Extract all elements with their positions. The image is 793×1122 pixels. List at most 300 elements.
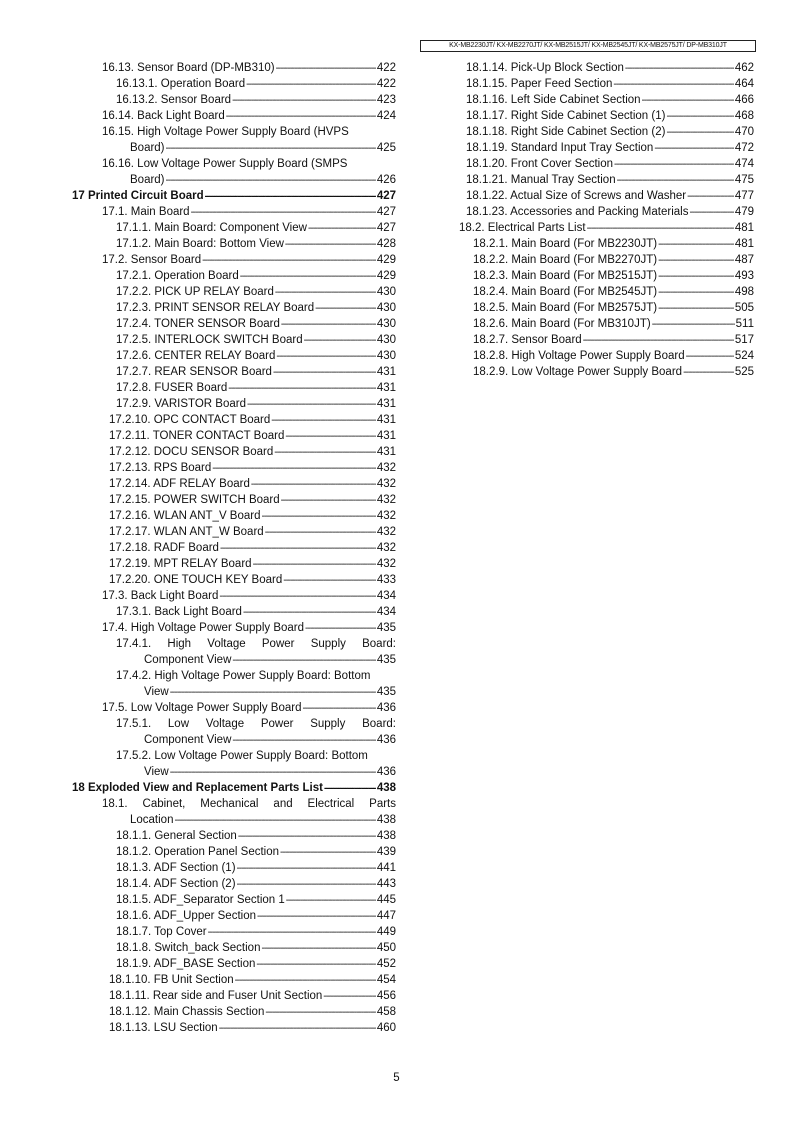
toc-leader-dots [286, 893, 376, 909]
toc-entry[interactable] [72, 412, 396, 428]
toc-entry-title: 16.13.2. Sensor Board [116, 94, 232, 106]
toc-entry-title: 18.1.20. Front Cover Section [466, 158, 614, 170]
toc-entry-title: 17.2.8. FUSER Board [116, 382, 228, 394]
toc-entry-title: 17.2.12. DOCU SENSOR Board [109, 446, 274, 458]
toc-entry-title: 17.2.14. ADF RELAY Board [109, 478, 250, 490]
toc-entry-title: 17.4.2. High Voltage Power Supply Board: Bottom [116, 670, 371, 682]
toc-entry[interactable] [72, 476, 396, 492]
toc-leader-dots [262, 509, 376, 525]
toc-leader-dots [689, 205, 733, 221]
toc-leader-dots [191, 205, 376, 221]
toc-entry-page: 429 [376, 254, 396, 266]
toc-entry[interactable] [72, 492, 396, 508]
toc-entry-page: 449 [376, 926, 396, 938]
toc-entry-title: 18.1.10. FB Unit Section [109, 974, 234, 986]
toc-leader-dots [251, 477, 376, 493]
toc-entry-page: 481 [734, 238, 754, 250]
toc-entry[interactable] [72, 92, 396, 108]
toc-leader-dots [302, 701, 375, 717]
toc-entry[interactable] [450, 220, 754, 236]
toc-entry[interactable] [72, 236, 396, 252]
toc-entry[interactable] [72, 252, 396, 268]
toc-entry-page: 432 [376, 526, 396, 538]
toc-entry-title: 17.2.20. ONE TOUCH KEY Board [109, 574, 283, 586]
toc-entry-title: 18.2.1. Main Board (For MB2230JT) [473, 238, 658, 250]
toc-entry-title: 17.2.9. VARISTOR Board [116, 398, 246, 410]
toc-entry-title: Component View [144, 734, 232, 746]
toc-entry-title: 16.13. Sensor Board (DP-MB310) [102, 62, 275, 74]
toc-leader-dots [220, 541, 376, 557]
toc-entry-page: 435 [376, 622, 396, 634]
toc-entry[interactable] [72, 764, 396, 780]
toc-leader-dots [666, 125, 733, 141]
toc-entry-page: 431 [376, 430, 396, 442]
toc-entry[interactable] [72, 700, 396, 716]
toc-entry[interactable] [450, 156, 754, 172]
toc-leader-dots [281, 493, 376, 509]
toc-leader-dots [666, 109, 733, 125]
toc-leader-dots [237, 861, 376, 877]
toc-entry[interactable] [72, 684, 396, 700]
toc-entry[interactable] [72, 444, 396, 460]
toc-entry-page: 466 [734, 94, 754, 106]
toc-right-column [450, 60, 754, 380]
toc-left-column [72, 60, 396, 1036]
toc-entry[interactable] [72, 828, 396, 844]
toc-entry[interactable] [72, 124, 396, 140]
toc-entry-page: 517 [734, 334, 754, 346]
toc-entry[interactable] [72, 108, 396, 124]
toc-entry-title: 17.2.19. MPT RELAY Board [109, 558, 252, 570]
toc-leader-dots [587, 221, 734, 237]
toc-leader-dots [226, 109, 376, 125]
toc-entry-title: 18.1.5. ADF_Separator Section 1 [116, 894, 285, 906]
toc-entry[interactable] [72, 908, 396, 924]
toc-entry[interactable] [450, 140, 754, 156]
toc-entry-title: 18.1.9. ADF_BASE Section [116, 958, 256, 970]
toc-entry-page: 443 [376, 878, 396, 890]
toc-entry[interactable] [450, 188, 754, 204]
toc-entry[interactable] [72, 60, 396, 76]
toc-entry-page: 498 [734, 286, 754, 298]
toc-entry[interactable] [450, 316, 754, 332]
toc-leader-dots [166, 173, 376, 189]
toc-entry-title: 18.1.6. ADF_Upper Section [116, 910, 256, 922]
toc-entry-page: 430 [376, 318, 396, 330]
toc-entry-page: 441 [376, 862, 396, 874]
toc-entry-page: 487 [734, 254, 754, 266]
toc-leader-dots [658, 285, 734, 301]
toc-leader-dots [271, 413, 376, 429]
toc-entry-page: 462 [734, 62, 754, 74]
toc-entry[interactable] [72, 556, 396, 572]
toc-entry[interactable] [72, 588, 396, 604]
toc-entry-title: 17.3. Back Light Board [102, 590, 219, 602]
toc-entry-page: 456 [376, 990, 396, 1002]
toc-entry-title: 17.2.1. Operation Board [116, 270, 239, 282]
toc-leader-dots [276, 349, 375, 365]
toc-entry-title: 18.1.23. Accessories and Packing Materials [466, 206, 689, 218]
toc-entry-page: 493 [734, 270, 754, 282]
toc-entry[interactable] [72, 924, 396, 940]
toc-entry-title: 17.1.2. Main Board: Bottom View [116, 238, 284, 250]
toc-entry-title: 18.2.3. Main Board (For MB2515JT) [473, 270, 658, 282]
toc-leader-dots [305, 621, 376, 637]
toc-entry[interactable] [72, 348, 396, 364]
toc-leader-dots [232, 93, 376, 109]
toc-entry-page: 470 [734, 126, 754, 138]
toc-leader-dots [323, 989, 376, 1005]
toc-entry-title: 17.2. Sensor Board [102, 254, 202, 266]
toc-entry-title: Component View [144, 654, 232, 666]
toc-entry-page: 435 [376, 686, 396, 698]
toc-entry[interactable] [72, 716, 396, 732]
toc-entry-page: 479 [734, 206, 754, 218]
toc-leader-dots [208, 925, 376, 941]
toc-entry-page: 431 [376, 414, 396, 426]
toc-leader-dots [170, 685, 376, 701]
toc-leader-dots [237, 877, 376, 893]
toc-entry-page: 426 [376, 174, 396, 186]
toc-leader-dots [166, 141, 376, 157]
toc-entry-page: 425 [376, 142, 396, 154]
toc-entry[interactable] [450, 92, 754, 108]
toc-entry-title: Board) [130, 142, 165, 154]
toc-entry[interactable] [72, 668, 396, 684]
model-header: KX-MB2230JT/ KX-MB2270JT/ KX-MB2515JT/ KX-MB2545JT/ KX-MB2575JT/ DP-MB310JT [420, 40, 756, 52]
toc-entry[interactable] [72, 732, 396, 748]
toc-leader-dots [238, 829, 376, 845]
toc-leader-dots [170, 765, 376, 781]
toc-entry-page: 460 [376, 1022, 396, 1034]
toc-entry-page: 434 [376, 606, 396, 618]
toc-leader-dots [228, 381, 376, 397]
toc-entry[interactable] [72, 364, 396, 380]
toc-entry-page: 430 [376, 302, 396, 314]
toc-entry-title: 18 Exploded View and Replacement Parts List [72, 782, 323, 794]
toc-entry-title: 18.1.19. Standard Input Tray Section [466, 142, 654, 154]
toc-leader-dots [324, 781, 376, 797]
toc-entry[interactable] [72, 188, 396, 204]
toc-leader-dots [285, 429, 375, 445]
toc-entry-title: View [144, 766, 169, 778]
toc-entry-title: 17.2.3. PRINT SENSOR RELAY Board [116, 302, 315, 314]
toc-entry[interactable] [72, 780, 396, 796]
toc-entry-page: 481 [734, 222, 754, 234]
toc-entry-page: 458 [376, 1006, 396, 1018]
toc-entry-title: 17.5.2. Low Voltage Power Supply Board: Bottom [116, 750, 368, 762]
toc-leader-dots [308, 221, 376, 237]
toc-leader-dots [687, 189, 734, 205]
toc-entry-page: 428 [376, 238, 396, 250]
toc-entry-page: 431 [376, 366, 396, 378]
toc-entry[interactable] [450, 348, 754, 364]
toc-entry-page: 436 [376, 766, 396, 778]
toc-entry-title: 18.1.18. Right Side Cabinet Section (2) [466, 126, 666, 138]
toc-entry-page: 433 [376, 574, 396, 586]
toc-leader-dots [265, 525, 376, 541]
toc-entry-page: 472 [734, 142, 754, 154]
toc-entry-title: 18.1.17. Right Side Cabinet Section (1) [466, 110, 666, 122]
toc-entry-title: 18.1.2. Operation Panel Section [116, 846, 280, 858]
toc-leader-dots [273, 365, 376, 381]
toc-leader-dots [212, 461, 376, 477]
toc-entry-title: 18.2.6. Main Board (For MB310JT) [473, 318, 651, 330]
toc-entry[interactable] [72, 748, 396, 764]
toc-entry-page: 436 [376, 734, 396, 746]
toc-leader-dots [280, 845, 376, 861]
toc-entry-title: 17.4. High Voltage Power Supply Board [102, 622, 305, 634]
toc-entry-page: 505 [734, 302, 754, 314]
toc-entry-title: 17.2.15. POWER SWITCH Board [109, 494, 280, 506]
toc-entry[interactable] [72, 220, 396, 236]
toc-entry-title: 18.2.2. Main Board (For MB2270JT) [473, 254, 658, 266]
toc-entry-page: 431 [376, 398, 396, 410]
toc-entry[interactable] [450, 364, 754, 380]
toc-entry-page: 431 [376, 382, 396, 394]
toc-entry-title: 17.2.6. CENTER RELAY Board [116, 350, 276, 362]
toc-entry-page: 427 [376, 190, 396, 202]
toc-entry[interactable] [72, 300, 396, 316]
toc-entry-page: 511 [735, 318, 754, 330]
toc-leader-dots [625, 61, 734, 77]
toc-entry-page: 423 [376, 94, 396, 106]
toc-entry[interactable] [72, 636, 396, 652]
toc-entry[interactable] [72, 860, 396, 876]
toc-entry[interactable] [72, 508, 396, 524]
toc-entry-page: 438 [376, 830, 396, 842]
toc-entry-page: 422 [376, 62, 396, 74]
toc-leader-dots [240, 269, 376, 285]
toc-entry[interactable] [72, 1004, 396, 1020]
toc-entry-title: 17.2.17. WLAN ANT_W Board [109, 526, 264, 538]
toc-leader-dots [613, 77, 733, 93]
toc-entry-title: View [144, 686, 169, 698]
toc-entry-title: 18.1.12. Main Chassis Section [109, 1006, 265, 1018]
toc-entry-page: 427 [376, 206, 396, 218]
toc-leader-dots [219, 1021, 376, 1037]
toc-entry-page: 436 [376, 702, 396, 714]
toc-entry[interactable] [72, 316, 396, 332]
toc-entry-page: 422 [376, 78, 396, 90]
toc-entry-title: 17.2.18. RADF Board [109, 542, 219, 554]
toc-leader-dots [654, 141, 733, 157]
toc-entry-title: 18.1.21. Manual Tray Section [466, 174, 616, 186]
toc-entry-page: 429 [376, 270, 396, 282]
toc-leader-dots [246, 77, 376, 93]
toc-entry[interactable] [72, 652, 396, 668]
toc-entry-title: 16.15. High Voltage Power Supply Board (HVPS [102, 126, 349, 138]
toc-entry-title: 18.1.1. General Section [116, 830, 237, 842]
toc-entry[interactable] [450, 124, 754, 140]
toc-entry-page: 435 [376, 654, 396, 666]
toc-entry-page: 475 [734, 174, 754, 186]
toc-entry-title: 18.1. Cabinet, Mechanical and Electrical Parts [102, 798, 396, 810]
toc-leader-dots [683, 365, 734, 381]
toc-entry-page: 477 [734, 190, 754, 202]
toc-entry-page: 438 [376, 782, 396, 794]
toc-entry-title: 18.1.14. Pick-Up Block Section [466, 62, 624, 74]
toc-entry[interactable] [72, 604, 396, 620]
toc-leader-dots [174, 813, 375, 829]
toc-entry-title: 18.1.7. Top Cover [116, 926, 207, 938]
toc-entry[interactable] [450, 284, 754, 300]
toc-entry[interactable] [72, 332, 396, 348]
toc-entry-title: 18.1.16. Left Side Cabinet Section [466, 94, 641, 106]
toc-leader-dots [614, 157, 734, 173]
toc-entry[interactable] [450, 236, 754, 252]
toc-entry-page: 424 [376, 110, 396, 122]
toc-leader-dots [243, 605, 376, 621]
toc-entry[interactable] [72, 972, 396, 988]
toc-leader-dots [232, 733, 375, 749]
toc-entry-title: 18.1.15. Paper Feed Section [466, 78, 613, 90]
toc-entry-title: 17 Printed Circuit Board [72, 190, 204, 202]
toc-leader-dots [205, 189, 376, 205]
toc-entry-title: 17.2.11. TONER CONTACT Board [109, 430, 285, 442]
toc-entry-page: 430 [376, 350, 396, 362]
toc-entry-page: 430 [376, 334, 396, 346]
toc-entry[interactable] [72, 620, 396, 636]
toc-entry-title: 17.3.1. Back Light Board [116, 606, 242, 618]
toc-entry-title: 17.2.5. INTERLOCK SWITCH Board [116, 334, 303, 346]
toc-entry[interactable] [450, 332, 754, 348]
toc-entry-page: 525 [734, 366, 754, 378]
toc-entry-page: 438 [376, 814, 396, 826]
toc-leader-dots [202, 253, 376, 269]
toc-entry-page: 427 [376, 222, 396, 234]
toc-entry-page: 450 [376, 942, 396, 954]
toc-entry-title: 17.2.7. REAR SENSOR Board [116, 366, 272, 378]
toc-entry-title: 18.1.22. Actual Size of Screws and Washer [466, 190, 687, 202]
toc-entry-title: Location [130, 814, 174, 826]
toc-entry-page: 434 [376, 590, 396, 602]
toc-entry[interactable] [72, 524, 396, 540]
toc-entry-title: 18.1.4. ADF Section (2) [116, 878, 236, 890]
toc-entry[interactable] [72, 844, 396, 860]
toc-entry[interactable] [450, 300, 754, 316]
toc-entry[interactable] [72, 284, 396, 300]
toc-leader-dots [686, 349, 734, 365]
toc-entry[interactable] [72, 956, 396, 972]
toc-entry[interactable] [72, 812, 396, 828]
toc-entry[interactable] [72, 540, 396, 556]
toc-leader-dots [253, 557, 376, 573]
toc-entry-title: 17.2.10. OPC CONTACT Board [109, 414, 271, 426]
toc-entry[interactable] [72, 380, 396, 396]
toc-entry-title: 17.2.16. WLAN ANT_V Board [109, 510, 261, 522]
toc-entry-title: 18.1.3. ADF Section (1) [116, 862, 236, 874]
toc-entry[interactable] [450, 172, 754, 188]
toc-leader-dots [265, 1005, 375, 1021]
toc-entry-page: 432 [376, 510, 396, 522]
toc-entry[interactable] [450, 268, 754, 284]
toc-entry[interactable] [72, 268, 396, 284]
toc-leader-dots [658, 269, 734, 285]
toc-entry-page: 474 [734, 158, 754, 170]
toc-entry[interactable] [72, 988, 396, 1004]
toc-entry-title: 16.14. Back Light Board [102, 110, 225, 122]
toc-entry[interactable] [450, 76, 754, 92]
toc-entry-title: 18.2.8. High Voltage Power Supply Board [473, 350, 685, 362]
toc-leader-dots [658, 237, 734, 253]
toc-entry-page: 447 [376, 910, 396, 922]
toc-entry-title: 16.16. Low Voltage Power Supply Board (SMPS [102, 158, 348, 170]
toc-leader-dots [232, 653, 375, 669]
toc-entry[interactable] [450, 252, 754, 268]
toc-entry-title: 16.13.1. Operation Board [116, 78, 246, 90]
toc-entry[interactable] [72, 396, 396, 412]
toc-leader-dots [247, 397, 376, 413]
toc-entry-title: 18.2.9. Low Voltage Power Supply Board [473, 366, 683, 378]
toc-leader-dots [276, 61, 376, 77]
toc-entry-page: 445 [376, 894, 396, 906]
toc-entry-page: 432 [376, 542, 396, 554]
toc-entry[interactable] [72, 76, 396, 92]
toc-entry-page: 468 [734, 110, 754, 122]
toc-entry-page: 430 [376, 286, 396, 298]
toc-entry-title: 18.1.8. Switch_back Section [116, 942, 261, 954]
toc-leader-dots [304, 333, 376, 349]
toc-entry[interactable] [72, 140, 396, 156]
toc-entry-title: 18.1.11. Rear side and Fuser Unit Section [109, 990, 323, 1002]
toc-entry[interactable] [72, 204, 396, 220]
toc-leader-dots [235, 973, 376, 989]
toc-leader-dots [617, 173, 734, 189]
toc-leader-dots [256, 957, 375, 973]
toc-leader-dots [274, 445, 376, 461]
toc-entry-title: 18.1.13. LSU Section [109, 1022, 218, 1034]
toc-entry[interactable] [72, 876, 396, 892]
toc-entry[interactable] [72, 572, 396, 588]
toc-entry-title: 17.5. Low Voltage Power Supply Board [102, 702, 302, 714]
toc-leader-dots [261, 941, 375, 957]
toc-leader-dots [257, 909, 376, 925]
toc-entry-page: 432 [376, 478, 396, 490]
toc-entry[interactable] [72, 796, 396, 812]
toc-entry-page: 524 [734, 350, 754, 362]
toc-leader-dots [642, 93, 734, 109]
toc-leader-dots [283, 573, 376, 589]
toc-leader-dots [281, 317, 376, 333]
toc-entry[interactable] [72, 460, 396, 476]
toc-entry-page: 432 [376, 494, 396, 506]
toc-entry[interactable] [72, 940, 396, 956]
toc-entry[interactable] [72, 1020, 396, 1036]
toc-leader-dots [658, 301, 734, 317]
toc-entry-page: 454 [376, 974, 396, 986]
toc-entry-page: 431 [376, 446, 396, 458]
toc-entry[interactable] [72, 156, 396, 172]
toc-entry-page: 439 [376, 846, 396, 858]
toc-entry-title: 18.2.4. Main Board (For MB2545JT) [473, 286, 658, 298]
toc-entry-title: 17.1. Main Board [102, 206, 190, 218]
toc-entry[interactable] [450, 204, 754, 220]
page-number: 5 [393, 1072, 400, 1084]
toc-entry[interactable] [450, 108, 754, 124]
toc-leader-dots [275, 285, 376, 301]
toc-entry-title: 17.1.1. Main Board: Component View [116, 222, 307, 234]
toc-entry[interactable] [72, 428, 396, 444]
toc-leader-dots [285, 237, 376, 253]
toc-entry-page: 432 [376, 462, 396, 474]
toc-entry-page: 432 [376, 558, 396, 570]
toc-entry-title: 17.2.4. TONER SENSOR Board [116, 318, 280, 330]
toc-entry-title: 18.2.5. Main Board (For MB2575JT) [473, 302, 658, 314]
toc-entry[interactable] [450, 60, 754, 76]
toc-entry[interactable] [72, 172, 396, 188]
toc-entry[interactable] [72, 892, 396, 908]
